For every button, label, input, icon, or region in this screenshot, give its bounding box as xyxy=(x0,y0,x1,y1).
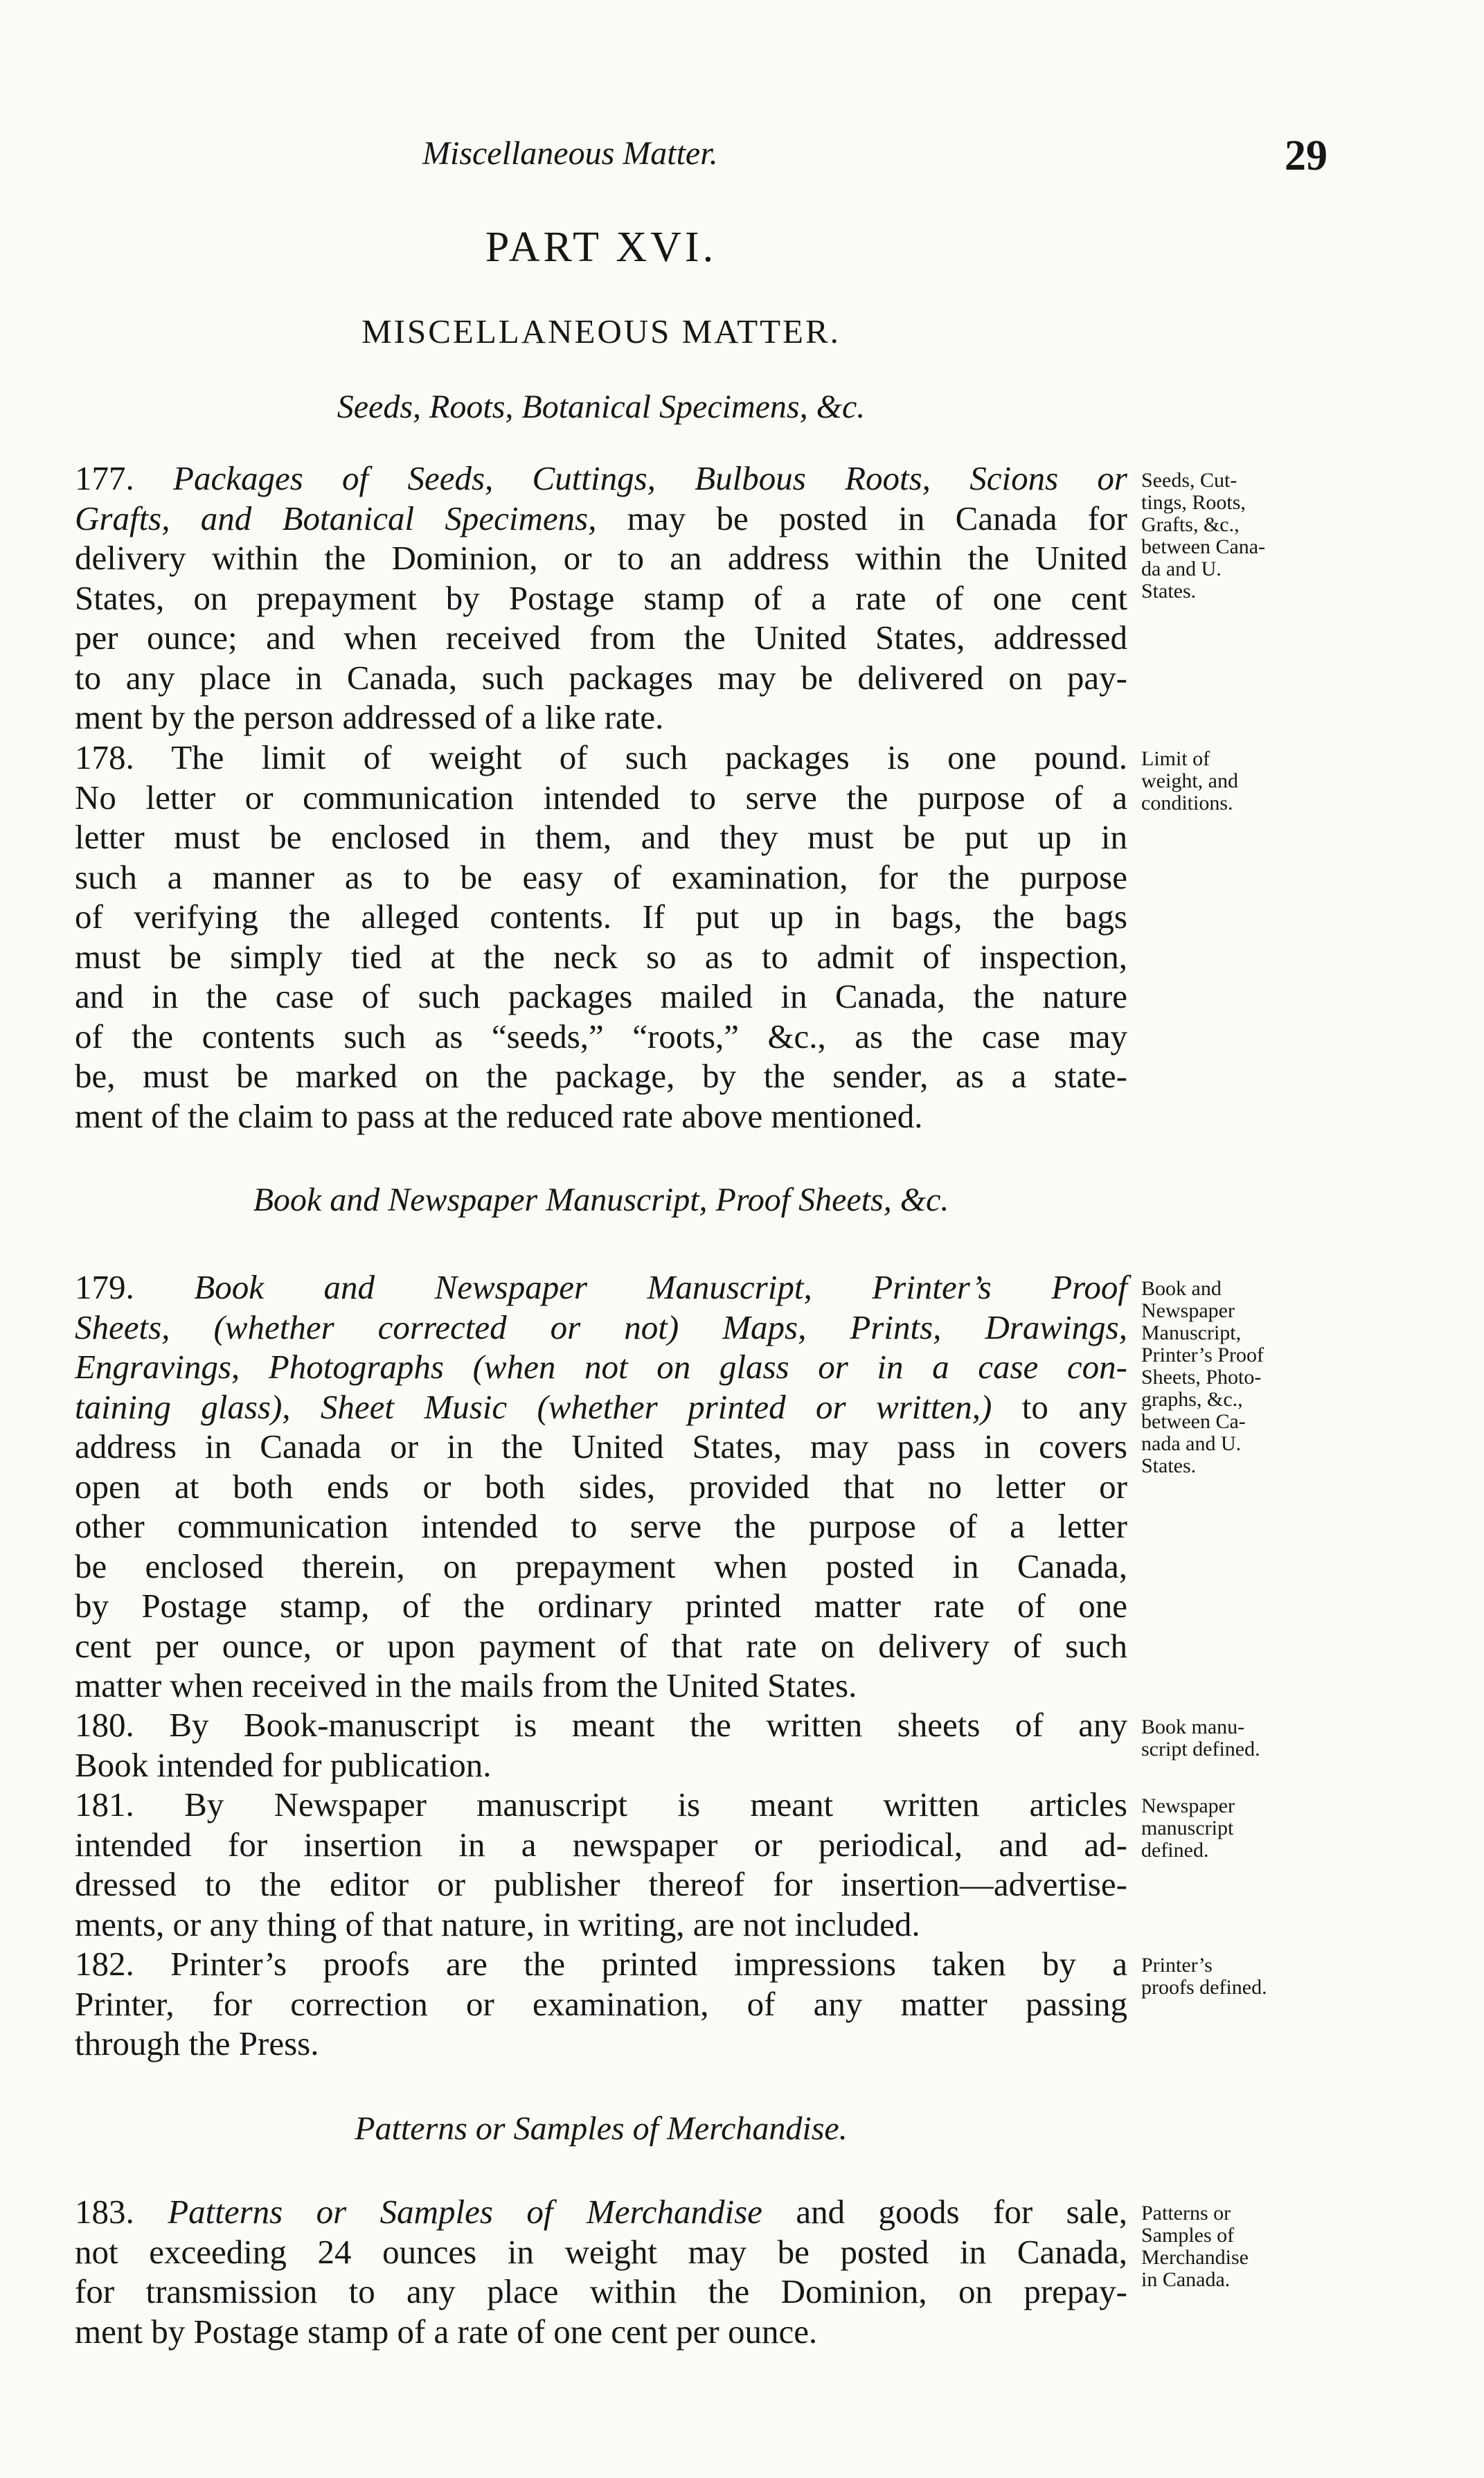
text-line: 177. Packages of Seeds, Cuttings, Bulbous Roots, Scions or xyxy=(75,459,1127,497)
margin-note-177: Seeds, Cut- tings, Roots, Grafts, &c., between Cana- da and U. States. xyxy=(1141,469,1266,603)
text-line: 181. By Newspaper manuscript is meant written articles xyxy=(75,1785,1127,1824)
margin-note-180: Book manu- script defined. xyxy=(1141,1715,1260,1761)
text-line: be enclosed therein, on prepayment when posted in Canada, xyxy=(75,1546,1127,1585)
text-line: Sheets, (whether corrected or not) Maps, Prints, Drawings, xyxy=(75,1308,1127,1346)
margin-note-179: Book and Newspaper Manuscript, Printer’s Proof Sheets, Photo- graphs, &c., between Ca- nada and U. States. xyxy=(1141,1277,1264,1477)
paragraph-180 xyxy=(75,1705,1127,1785)
margin-note-178: Limit of weight, and conditions. xyxy=(1141,747,1238,814)
text-line: 179. Book and Newspaper Manuscript, Printer’s Proof xyxy=(75,1268,1128,1306)
text-line: 182. Printer’s proofs are the printed impressions taken by a xyxy=(75,1945,1127,1983)
text-line: ments, or any thing of that nature, in writing, are not included. xyxy=(75,1905,920,1943)
text-line: for transmission to any place within the Dominion, on prepay- xyxy=(75,2272,1127,2310)
text-line: ment by the person addressed of a like rate. xyxy=(75,698,664,736)
paragraph-183 xyxy=(75,2192,1127,2351)
text-line: address in Canada or in the United States, may pass in covers xyxy=(75,1427,1127,1465)
text-line: not exceeding 24 ounces in weight may be posted in Canada, xyxy=(75,2232,1127,2271)
part-title: PART XVI. xyxy=(485,224,717,271)
text-line: and in the case of such packages mailed in Canada, the nature xyxy=(75,977,1127,1015)
paragraph-179 xyxy=(75,1267,1127,1706)
text-line: dressed to the editor or publisher thereof for insertion—advertise- xyxy=(75,1865,1127,1903)
text-line: intended for insertion in a newspaper or periodical, and ad- xyxy=(75,1825,1127,1864)
text-line: Printer, for correction or examination, of any matter passing xyxy=(75,1984,1127,2023)
text-line: Engravings, Photographs (when not on glass or in a case con- xyxy=(75,1348,1127,1386)
running-head: Miscellaneous Matter. xyxy=(422,135,718,172)
text-line: delivery within the Dominion, or to an address within the United xyxy=(75,539,1127,577)
section-heading-book: Book and Newspaper Manuscript, Proof Sheets, &c. xyxy=(253,1182,949,1218)
text-line: to any place in Canada, such packages may be delivered on pay- xyxy=(75,658,1127,697)
text-line: No letter or communication intended to serve the purpose of a xyxy=(75,778,1127,817)
text-line: 180. By Book-manuscript is meant the written sheets of any xyxy=(75,1706,1127,1744)
page-number: 29 xyxy=(1285,132,1327,179)
text-line: of the contents such as “seeds,” “roots,” &c., as the case may xyxy=(75,1017,1127,1055)
text-line: such a manner as to be easy of examination, for the purpose xyxy=(75,857,1127,896)
text-line: cent per ounce, or upon payment of that rate on delivery of such xyxy=(75,1626,1127,1665)
text-line: by Postage stamp, of the ordinary printed matter rate of one xyxy=(75,1587,1127,1625)
text-line: open at both ends or both sides, provided that no letter or xyxy=(75,1467,1127,1506)
section-heading-patterns: Patterns or Samples of Merchandise. xyxy=(355,2110,848,2147)
paragraph-182 xyxy=(75,1944,1127,2064)
paragraph-178 xyxy=(75,738,1127,1136)
text-line: ment by Postage stamp of a rate of one cent per ounce. xyxy=(75,2312,818,2351)
text-line: of verifying the alleged contents. If put up in bags, the bags xyxy=(75,898,1127,936)
text-line: Grafts, and Botanical Specimens, may be posted in Canada for xyxy=(75,499,1127,537)
text-line: through the Press. xyxy=(75,2024,319,2062)
section-heading-seeds: Seeds, Roots, Botanical Specimens, &c. xyxy=(337,389,866,425)
margin-note-182: Printer’s proofs defined. xyxy=(1141,1954,1267,1999)
text-line: 183. Patterns or Samples of Merchandise and goods for sale, xyxy=(75,2193,1128,2231)
text-line: matter when received in the mails from the United States. xyxy=(75,1666,857,1704)
text-line: be, must be marked on the package, by the sender, as a state- xyxy=(75,1057,1127,1095)
text-line: taining glass), Sheet Music (whether printed or written,) to any xyxy=(75,1387,1127,1426)
text-line: States, on prepayment by Postage stamp of a rate of one cent xyxy=(75,578,1127,617)
text-line: 178. The limit of weight of such packages is one pound. xyxy=(75,738,1127,776)
margin-note-181: Newspaper manuscript defined. xyxy=(1141,1794,1235,1862)
text-line: ment of the claim to pass at the reduced rate above mentioned. xyxy=(75,1096,923,1135)
paragraph-177 xyxy=(75,458,1127,738)
text-line: must be simply tied at the neck so as to admit of inspection, xyxy=(75,937,1127,976)
text-line: Book intended for publication. xyxy=(75,1745,492,1784)
text-line: per ounce; and when received from the United States, addressed xyxy=(75,618,1127,657)
margin-note-183: Patterns or Samples of Merchandise in Canada. xyxy=(1141,2202,1249,2291)
text-line: letter must be enclosed in them, and they must be put up in xyxy=(75,818,1127,856)
text-line: other communication intended to serve the purpose of a letter xyxy=(75,1507,1127,1545)
part-subtitle: MISCELLANEOUS MATTER. xyxy=(361,312,841,350)
paragraph-181 xyxy=(75,1785,1127,1944)
